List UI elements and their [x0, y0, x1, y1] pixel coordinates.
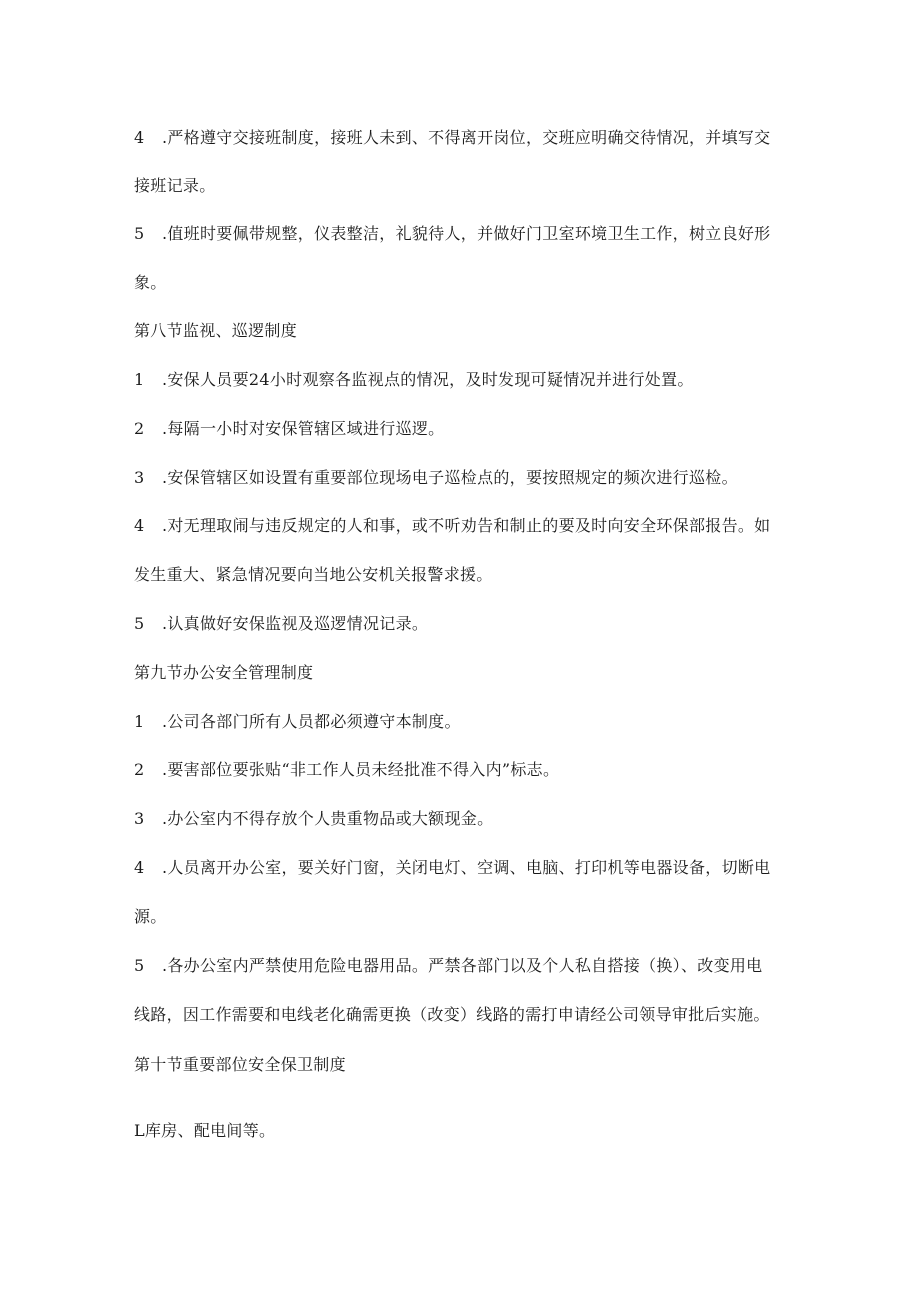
item-text: 象。 — [134, 273, 167, 292]
item-text: .认真做好安保监视及巡逻情况记录。 — [162, 614, 429, 633]
item-text: .安保管辖区如设置有重要部位现场电子巡检点的，要按照规定的频次进行巡检。 — [162, 468, 738, 487]
list-item-continuation — [134, 175, 794, 197]
list-item-continuation — [134, 272, 794, 294]
item-text: 源。 — [134, 907, 167, 926]
item-text: .值班时要佩带规整，仪表整洁，礼貌待人，并做好门卫室环境卫生工作，树立良好形 — [162, 224, 771, 243]
section-heading — [134, 1054, 794, 1076]
list-item — [134, 759, 794, 781]
list-item — [134, 467, 794, 489]
heading-text: 第十节重要部位安全保卫制度 — [134, 1055, 346, 1074]
item-number: 1 — [134, 712, 145, 731]
item-number: 4 — [134, 128, 145, 147]
list-item — [134, 808, 794, 830]
item-text: .人员离开办公室，要关好门窗，关闭电灯、空调、电脑、打印机等电器设备，切断电 — [162, 858, 771, 877]
item-text: .安保人员要24小时观察各监视点的情况，及时发现可疑情况并进行处置。 — [162, 370, 694, 389]
heading-text: L库房、配电间等。 — [134, 1121, 276, 1140]
item-text: 线路，因工作需要和电线老化确需更换（改变）线路的需打申请经公司领导审批后实施。 — [134, 1005, 770, 1024]
list-item — [134, 127, 794, 149]
item-text: 发生重大、紧急情况要向当地公安机关报警求援。 — [134, 565, 493, 584]
section-heading — [134, 320, 794, 342]
item-text: .办公室内不得存放个人贵重物品或大额现金。 — [162, 809, 494, 828]
item-number: 5 — [134, 614, 145, 633]
item-number: 2 — [134, 760, 145, 779]
list-item — [134, 857, 794, 879]
list-item — [134, 418, 794, 440]
item-number: 3 — [134, 468, 145, 487]
item-number: 5 — [134, 224, 145, 243]
item-text: 接班记录。 — [134, 176, 216, 195]
heading-text: 第八节监视、巡逻制度 — [134, 321, 298, 340]
item-number: 4 — [134, 516, 145, 535]
item-number: 3 — [134, 809, 145, 828]
item-number: 4 — [134, 858, 145, 877]
list-item — [134, 711, 794, 733]
list-item-continuation — [134, 564, 794, 586]
list-item — [134, 515, 794, 537]
subsection-line — [134, 1120, 794, 1142]
list-item — [134, 955, 794, 977]
list-item — [134, 613, 794, 635]
section-heading — [134, 662, 794, 684]
item-text: .公司各部门所有人员都必须遵守本制度。 — [162, 712, 461, 731]
item-text: .各办公室内严禁使用危险电器用品。严禁各部门以及个人私自搭接（换）、改变用电 — [162, 956, 763, 975]
item-number: 1 — [134, 370, 145, 389]
item-number: 5 — [134, 956, 145, 975]
item-text: .严格遵守交接班制度，接班人未到、不得离开岗位，交班应明确交待情况，并填写交 — [162, 128, 771, 147]
list-item-continuation — [134, 906, 794, 928]
list-item-continuation — [134, 1004, 794, 1026]
heading-text: 第九节办公安全管理制度 — [134, 663, 314, 682]
item-text: .要害部位要张贴“非工作人员未经批准不得入内”标志。 — [162, 760, 560, 779]
item-text: .对无理取闹与违反规定的人和事，或不听劝告和制止的要及时向安全环保部报告。如 — [162, 516, 771, 535]
list-item — [134, 369, 794, 391]
list-item — [134, 223, 794, 245]
item-text: .每隔一小时对安保管辖区域进行巡逻。 — [162, 419, 445, 438]
item-number: 2 — [134, 419, 145, 438]
